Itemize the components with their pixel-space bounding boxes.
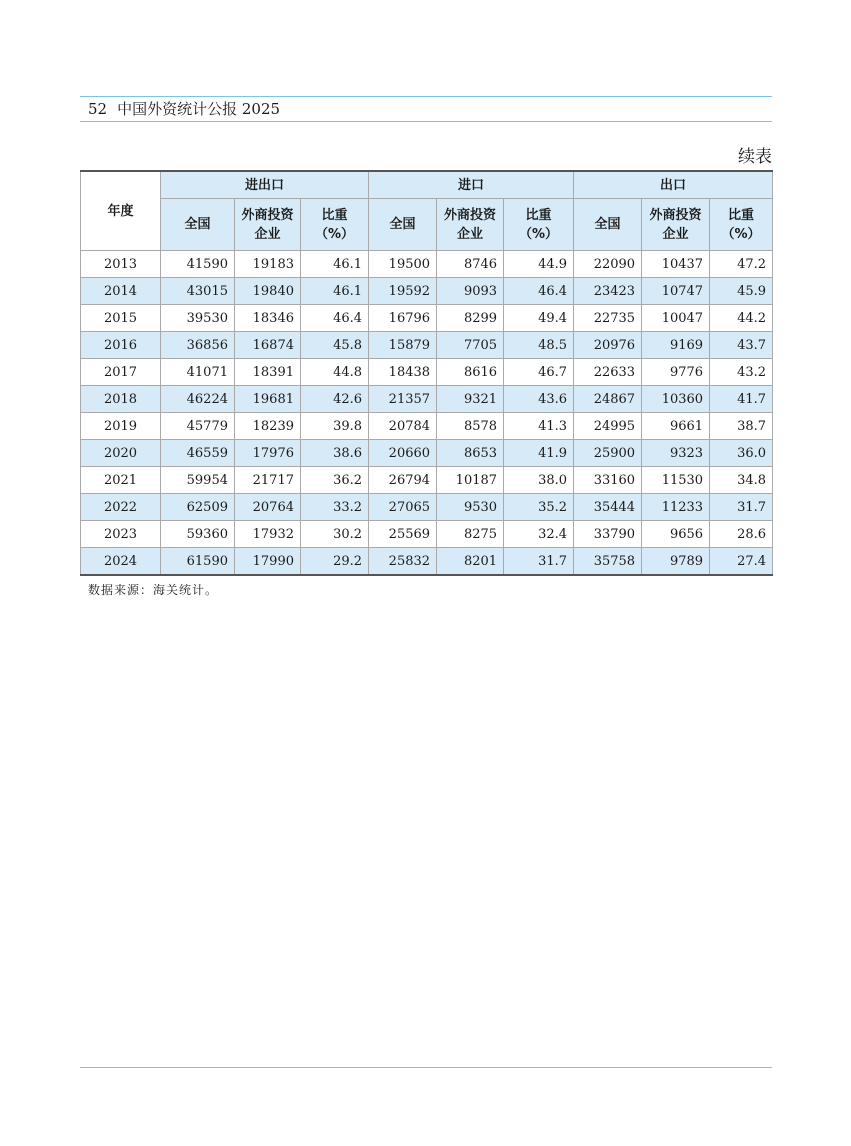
value-cell: 17976 <box>235 440 301 467</box>
value-cell: 18346 <box>235 305 301 332</box>
value-cell: 25832 <box>369 548 437 576</box>
value-cell: 7705 <box>437 332 504 359</box>
value-cell: 41071 <box>161 359 235 386</box>
column-header-line: 外商投资 <box>649 207 702 223</box>
value-cell: 46.4 <box>504 278 574 305</box>
value-cell: 16796 <box>369 305 437 332</box>
value-cell: 29.2 <box>301 548 369 576</box>
column-header-line: 全国 <box>389 217 416 232</box>
column-header-line: 企业 <box>254 226 281 242</box>
column-header-line: 全国 <box>594 217 621 232</box>
year-cell: 2020 <box>81 440 161 467</box>
column-header-line: （%） <box>315 226 355 242</box>
value-cell: 39.8 <box>301 413 369 440</box>
value-cell: 21717 <box>235 467 301 494</box>
year-cell: 2016 <box>81 332 161 359</box>
header-top-rule <box>80 96 772 97</box>
value-cell: 8653 <box>437 440 504 467</box>
page-header <box>88 99 280 119</box>
table-body <box>81 251 773 576</box>
data-table <box>80 170 773 576</box>
table-row <box>81 305 773 332</box>
value-cell: 43.7 <box>710 332 773 359</box>
value-cell: 43015 <box>161 278 235 305</box>
value-cell: 30.2 <box>301 521 369 548</box>
continued-table-label: 续表 <box>738 147 772 167</box>
value-cell: 9656 <box>642 521 710 548</box>
value-cell: 59954 <box>161 467 235 494</box>
subheader-row <box>81 199 773 251</box>
value-cell: 19840 <box>235 278 301 305</box>
table-row <box>81 494 773 521</box>
value-cell: 17932 <box>235 521 301 548</box>
value-cell: 43.6 <box>504 386 574 413</box>
column-header-line: （%） <box>721 226 761 242</box>
table-row <box>81 278 773 305</box>
value-cell: 24867 <box>574 386 642 413</box>
year-cell: 2015 <box>81 305 161 332</box>
value-cell: 22633 <box>574 359 642 386</box>
value-cell: 9169 <box>642 332 710 359</box>
value-cell: 44.8 <box>301 359 369 386</box>
value-cell: 46224 <box>161 386 235 413</box>
value-cell: 9323 <box>642 440 710 467</box>
value-cell: 8299 <box>437 305 504 332</box>
value-cell: 36.0 <box>710 440 773 467</box>
column-header-line: 比重 <box>728 207 755 223</box>
value-cell: 8201 <box>437 548 504 576</box>
column-header <box>161 199 235 251</box>
value-cell: 20764 <box>235 494 301 521</box>
value-cell: 10360 <box>642 386 710 413</box>
value-cell: 42.6 <box>301 386 369 413</box>
group-header-row <box>81 171 773 199</box>
table-row <box>81 467 773 494</box>
column-header <box>710 199 773 251</box>
value-cell: 17990 <box>235 548 301 576</box>
year-cell: 2013 <box>81 251 161 278</box>
table-row <box>81 251 773 278</box>
value-cell: 10187 <box>437 467 504 494</box>
value-cell: 62509 <box>161 494 235 521</box>
column-header <box>301 199 369 251</box>
value-cell: 36.2 <box>301 467 369 494</box>
value-cell: 31.7 <box>504 548 574 576</box>
value-cell: 27.4 <box>710 548 773 576</box>
value-cell: 38.6 <box>301 440 369 467</box>
column-header-line: （%） <box>519 226 559 242</box>
year-cell: 2024 <box>81 548 161 576</box>
value-cell: 46.4 <box>301 305 369 332</box>
year-cell: 2019 <box>81 413 161 440</box>
year-cell: 2014 <box>81 278 161 305</box>
year-cell: 2018 <box>81 386 161 413</box>
value-cell: 41.7 <box>710 386 773 413</box>
value-cell: 35.2 <box>504 494 574 521</box>
column-header-line: 全国 <box>184 217 211 232</box>
value-cell: 25900 <box>574 440 642 467</box>
value-cell: 35444 <box>574 494 642 521</box>
value-cell: 19681 <box>235 386 301 413</box>
value-cell: 41.9 <box>504 440 574 467</box>
column-header-line: 外商投资 <box>444 207 497 223</box>
value-cell: 9321 <box>437 386 504 413</box>
table-row <box>81 359 773 386</box>
page-number: 52 <box>88 100 108 118</box>
value-cell: 43.2 <box>710 359 773 386</box>
value-cell: 15879 <box>369 332 437 359</box>
value-cell: 33160 <box>574 467 642 494</box>
value-cell: 28.6 <box>710 521 773 548</box>
value-cell: 36856 <box>161 332 235 359</box>
value-cell: 10747 <box>642 278 710 305</box>
table-row <box>81 413 773 440</box>
value-cell: 10047 <box>642 305 710 332</box>
value-cell: 39530 <box>161 305 235 332</box>
value-cell: 45779 <box>161 413 235 440</box>
value-cell: 9789 <box>642 548 710 576</box>
value-cell: 33.2 <box>301 494 369 521</box>
value-cell: 18438 <box>369 359 437 386</box>
group-header: 进出口 <box>161 171 369 199</box>
table-row <box>81 386 773 413</box>
value-cell: 9776 <box>642 359 710 386</box>
value-cell: 23423 <box>574 278 642 305</box>
value-cell: 41.3 <box>504 413 574 440</box>
value-cell: 45.9 <box>710 278 773 305</box>
value-cell: 19592 <box>369 278 437 305</box>
column-header <box>235 199 301 251</box>
column-header <box>574 199 642 251</box>
year-cell: 2023 <box>81 521 161 548</box>
value-cell: 44.9 <box>504 251 574 278</box>
column-header <box>437 199 504 251</box>
value-cell: 46.1 <box>301 251 369 278</box>
column-header-line: 比重 <box>321 207 348 223</box>
header-bottom-rule <box>80 121 772 122</box>
table-row <box>81 548 773 576</box>
value-cell: 18391 <box>235 359 301 386</box>
value-cell: 31.7 <box>710 494 773 521</box>
value-cell: 18239 <box>235 413 301 440</box>
value-cell: 22090 <box>574 251 642 278</box>
value-cell: 61590 <box>161 548 235 576</box>
value-cell: 9661 <box>642 413 710 440</box>
value-cell: 48.5 <box>504 332 574 359</box>
value-cell: 8746 <box>437 251 504 278</box>
value-cell: 33790 <box>574 521 642 548</box>
publication-title: 中国外资统计公报 2025 <box>117 100 281 118</box>
table-row <box>81 521 773 548</box>
column-header-line: 比重 <box>525 207 552 223</box>
column-header-line: 企业 <box>662 226 689 242</box>
column-header <box>642 199 710 251</box>
value-cell: 27065 <box>369 494 437 521</box>
group-header: 出口 <box>574 171 773 199</box>
value-cell: 22735 <box>574 305 642 332</box>
value-cell: 32.4 <box>504 521 574 548</box>
year-cell: 2017 <box>81 359 161 386</box>
value-cell: 9530 <box>437 494 504 521</box>
group-header: 进口 <box>369 171 574 199</box>
value-cell: 45.8 <box>301 332 369 359</box>
value-cell: 41590 <box>161 251 235 278</box>
table-row <box>81 332 773 359</box>
value-cell: 11233 <box>642 494 710 521</box>
footer-rule <box>80 1067 772 1068</box>
value-cell: 20660 <box>369 440 437 467</box>
table-row <box>81 440 773 467</box>
value-cell: 8616 <box>437 359 504 386</box>
year-column-header: 年度 <box>81 171 161 251</box>
value-cell: 44.2 <box>710 305 773 332</box>
value-cell: 19183 <box>235 251 301 278</box>
value-cell: 26794 <box>369 467 437 494</box>
column-header <box>504 199 574 251</box>
column-header-line: 外商投资 <box>241 207 294 223</box>
value-cell: 35758 <box>574 548 642 576</box>
column-header <box>369 199 437 251</box>
column-header-line: 企业 <box>457 226 484 242</box>
source-note: 数据来源：海关统计。 <box>88 583 219 597</box>
value-cell: 34.8 <box>710 467 773 494</box>
value-cell: 46.1 <box>301 278 369 305</box>
value-cell: 49.4 <box>504 305 574 332</box>
value-cell: 46.7 <box>504 359 574 386</box>
value-cell: 24995 <box>574 413 642 440</box>
value-cell: 25569 <box>369 521 437 548</box>
value-cell: 8275 <box>437 521 504 548</box>
value-cell: 19500 <box>369 251 437 278</box>
value-cell: 16874 <box>235 332 301 359</box>
table-head <box>81 171 773 251</box>
value-cell: 21357 <box>369 386 437 413</box>
value-cell: 46559 <box>161 440 235 467</box>
value-cell: 38.0 <box>504 467 574 494</box>
value-cell: 8578 <box>437 413 504 440</box>
value-cell: 59360 <box>161 521 235 548</box>
value-cell: 20784 <box>369 413 437 440</box>
value-cell: 9093 <box>437 278 504 305</box>
year-cell: 2021 <box>81 467 161 494</box>
value-cell: 20976 <box>574 332 642 359</box>
year-cell: 2022 <box>81 494 161 521</box>
value-cell: 47.2 <box>710 251 773 278</box>
value-cell: 10437 <box>642 251 710 278</box>
value-cell: 11530 <box>642 467 710 494</box>
value-cell: 38.7 <box>710 413 773 440</box>
